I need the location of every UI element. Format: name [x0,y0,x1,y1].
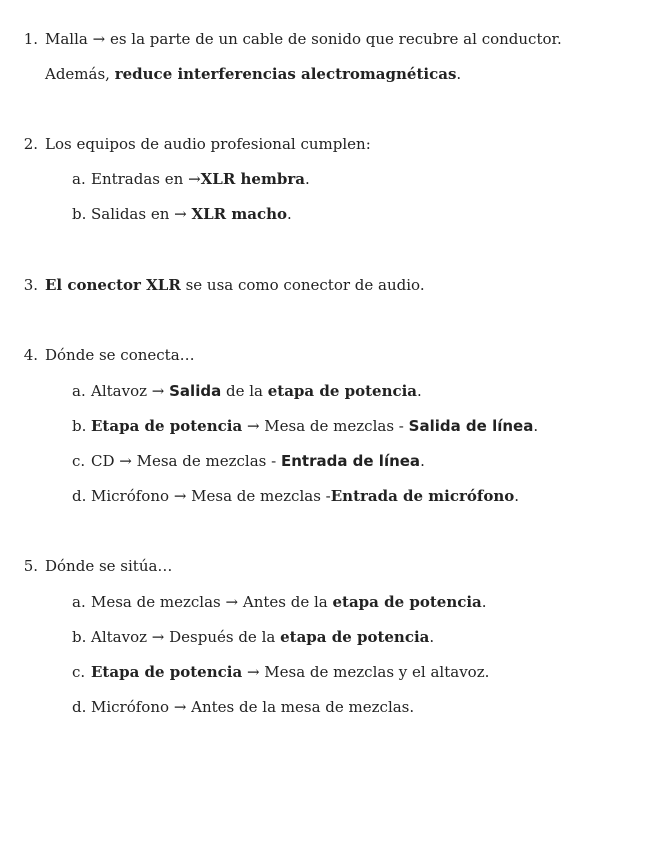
list-item-continuation [45,64,461,84]
text-run: Además, [45,65,115,83]
text-run: Malla [45,30,88,48]
bold-text: etapa de potencia [267,382,418,400]
sub-list-item [72,486,519,506]
bold-text: Etapa de potencia [91,417,243,435]
text-run: Altavoz [91,628,152,646]
sub-list-label: d. [72,487,87,505]
text-run: . [304,170,310,188]
list-number: 5. [23,557,38,575]
sub-list-text [91,417,538,435]
sub-list-item [72,204,292,224]
bold-text: XLR macho [191,205,287,223]
list-item-text [45,275,425,295]
sub-list-label: a. [72,382,86,400]
text-run: . [429,628,435,646]
text-run: → [119,452,132,470]
text-run: CD [91,452,120,470]
text-run: Antes de la mesa de mezclas. [186,698,415,716]
bold-text: etapa de potencia [332,593,482,611]
text-run: . [514,487,520,505]
text-run: Dónde se sitúa… [45,557,173,575]
bold-text: Salida [169,382,222,400]
sub-list-text [91,663,489,681]
text-run: → [174,205,192,223]
sub-list-text [91,452,425,470]
text-run: Mesa de mezclas - [186,487,331,505]
text-run: Dónde se conecta… [45,346,195,364]
bold-text: Salida de línea [408,417,534,435]
sub-list-label: c. [72,452,86,470]
text-run: Mesa de mezclas [91,593,226,611]
sub-list-label: c. [72,663,86,681]
sub-list-item [72,416,538,436]
text-run: . [481,593,487,611]
sub-list-item [72,451,425,471]
sub-list-item [72,697,414,717]
sub-list-text [91,593,487,611]
sub-list-label: a. [72,593,86,611]
sub-list-item [72,627,434,647]
list-number: 4. [23,346,38,364]
sub-list-text [91,205,292,223]
bold-text: Etapa de potencia [91,663,243,681]
sub-list-label: b. [72,205,87,223]
text-run: . [287,205,292,223]
sub-list-item [72,592,487,612]
sub-list-label: b. [72,417,87,435]
text-run: Entradas en [91,170,189,188]
sub-list-text [91,382,422,400]
bold-text: XLR hembra [200,170,305,188]
text-run: . [456,65,462,83]
sub-list-item [72,381,422,401]
text-run: → [151,382,170,400]
sub-list-text [91,698,414,716]
sub-list-text [91,170,310,188]
list-item-text [45,29,562,49]
list-item-text [45,345,195,365]
list-number: 3. [23,276,38,294]
text-run: de la [221,382,268,400]
text-run: → [173,698,187,716]
bold-text: El conector XLR [45,276,181,294]
text-run: Los equipos de audio profesional cumplen: [45,135,371,153]
text-run: . [417,382,422,400]
text-run: . [533,417,539,435]
text-run: Altavoz [91,382,152,400]
sub-list-text [91,628,434,646]
bold-text: Entrada de micrófono [330,487,515,505]
text-run: Después de la [164,628,281,646]
text-run: → [151,628,165,646]
text-run: → Mesa de mezclas y el altavoz. [242,663,490,681]
text-run: → [188,170,201,188]
sub-list-label: a. [72,170,86,188]
list-item-text [45,556,172,576]
text-run: Micrófono [91,698,174,716]
text-run: → [225,593,239,611]
sub-list-label: d. [72,698,87,716]
bold-text: Entrada de línea [280,452,421,470]
text-run: es la parte de un cable de sonido que recubre al conductor. [109,30,562,48]
text-run: → [87,30,110,48]
text-run: → Mesa de mezclas - [242,417,409,435]
text-run: → [173,487,187,505]
text-run: Mesa de mezclas - [131,452,281,470]
text-run: . [420,452,425,470]
text-run: Salidas en [91,205,175,223]
text-run: Micrófono [91,487,174,505]
list-number: 2. [23,135,38,153]
bold-text: etapa de potencia [280,628,430,646]
list-number: 1. [23,30,38,48]
sub-list-item [72,169,310,189]
bold-text: reduce interferencias alectromagnéticas [114,65,457,83]
sub-list-label: b. [72,628,87,646]
text-run: Antes de la [238,593,333,611]
sub-list-text [91,487,519,505]
list-item-text [45,134,371,154]
text-run: se usa como conector de audio. [180,276,425,294]
sub-list-item [72,662,489,682]
